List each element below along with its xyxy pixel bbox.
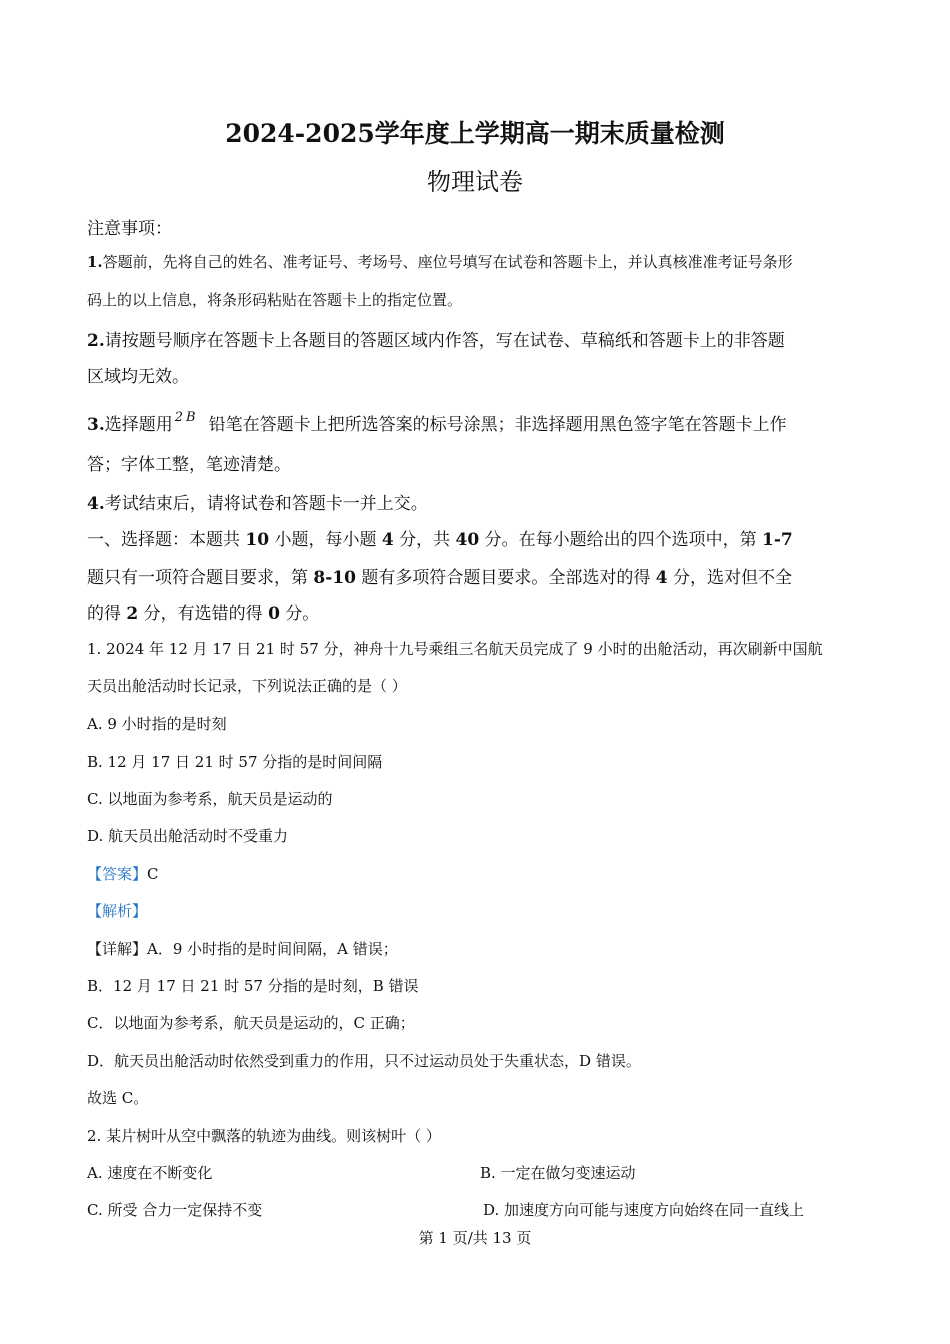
section-1-header-line-1: 一、选择题：本题共 10 小题，每小题 4 分，共 40 分。在每小题给出的四个选项中，第 1-7 bbox=[87, 530, 793, 550]
question-1-option-a: A. 9 小时指的是时刻 bbox=[87, 715, 227, 733]
section-1-header-line-2: 题只有一项符合题目要求，第 8-10 题有多项符合题目要求。全部选对的得 4 分，选对但不全 bbox=[87, 568, 793, 588]
notice-item-3-text: 选择题用 bbox=[104, 415, 173, 435]
answer-value: C bbox=[147, 865, 159, 883]
pencil-2b-image: 2B bbox=[174, 410, 199, 425]
page-subtitle: 物理试卷 bbox=[427, 168, 523, 196]
notice-item-4-text: 考试结束后，请将试卷和答题卡一并上交。 bbox=[104, 494, 428, 514]
notice-item-2-text: 请按题号顺序在答题卡上各题目的答题区域内作答，写在试卷、草稿纸和答题卡上的非答题 bbox=[104, 331, 785, 351]
question-2-stem: 2. 某片树叶从空中飘落的轨迹为曲线。则该树叶（ ） bbox=[87, 1127, 441, 1145]
notice-item-3-number: 3. bbox=[87, 415, 105, 435]
question-2-option-a: A. 速度在不断变化 bbox=[87, 1164, 213, 1182]
question-1-option-c: C. 以地面为参考系，航天员是运动的 bbox=[87, 790, 333, 808]
question-1-conclusion: 故选 C。 bbox=[87, 1089, 149, 1107]
notice-item-1-cont: 码上的以上信息，将条形码粘贴在答题卡上的指定位置。 bbox=[87, 291, 463, 309]
notice-item-1-number: 1. bbox=[87, 253, 103, 271]
page-footer: 第 1 页/共 13 页 bbox=[418, 1229, 532, 1247]
notice-item-1 bbox=[87, 251, 793, 272]
question-2-option-b: B. 一定在做匀变速运动 bbox=[480, 1164, 636, 1182]
question-1-detail-c: C．以地面为参考系，航天员是运动的，C 正确； bbox=[87, 1014, 415, 1032]
notice-item-2 bbox=[87, 326, 785, 351]
answer-label: 【答案】 bbox=[87, 865, 148, 883]
question-1-answer bbox=[87, 863, 159, 884]
question-1-stem-cont: 天员出舱活动时长记录，下列说法正确的是（ ） bbox=[87, 677, 407, 695]
analysis-label: 【解析】 bbox=[87, 902, 148, 920]
notice-item-3 bbox=[87, 410, 787, 435]
question-1-detail-b: B．12 月 17 日 21 时 57 分指的是时刻，B 错误 bbox=[87, 977, 419, 995]
notice-item-2-cont: 区域均无效。 bbox=[87, 367, 189, 387]
notice-item-1-text: 答题前，先将自己的姓名、准考证号、考场号、座位号填写在试卷和答题卡上，并认真核准准考证号条形 bbox=[102, 253, 793, 271]
notice-item-2-number: 2. bbox=[87, 331, 105, 351]
page-title: 2024-2025学年度上学期高一期末质量检测 bbox=[225, 119, 725, 148]
notice-item-4 bbox=[87, 489, 428, 514]
question-1-detail-d: D．航天员出舱活动时依然受到重力的作用，只不过运动员处于失重状态，D 错误。 bbox=[87, 1052, 641, 1070]
notice-item-3-cont: 答；字体工整，笔迹清楚。 bbox=[87, 455, 291, 475]
question-1-detail-a: 【详解】A．9 小时指的是时间间隔，A 错误； bbox=[87, 940, 398, 958]
detail-label: 【详解】 bbox=[87, 940, 148, 958]
question-1-option-b: B. 12 月 17 日 21 时 57 分指的是时间间隔 bbox=[87, 753, 383, 771]
notice-item-3-text-rest: 铅笔在答题卡上把所选答案的标号涂黑；非选择题用黑色签字笔在答题卡上作 bbox=[208, 415, 787, 435]
question-2-option-d: D. 加速度方向可能与速度方向始终在同一直线上 bbox=[483, 1201, 805, 1219]
notice-item-4-number: 4. bbox=[87, 494, 105, 514]
question-2-option-c: C. 所受 合力一定保持不变 bbox=[87, 1201, 263, 1219]
question-1-option-d: D. 航天员出舱活动时不受重力 bbox=[87, 827, 289, 845]
section-1-header-line-3: 的得 2 分，有选错的得 0 分。 bbox=[87, 604, 320, 624]
question-1-stem: 1. 2024 年 12 月 17 日 21 时 57 分，神舟十九号乘组三名航天员完成了 9 小时的出舱活动，再次刷新中国航 bbox=[87, 640, 823, 658]
notice-heading: 注意事项： bbox=[87, 219, 172, 239]
